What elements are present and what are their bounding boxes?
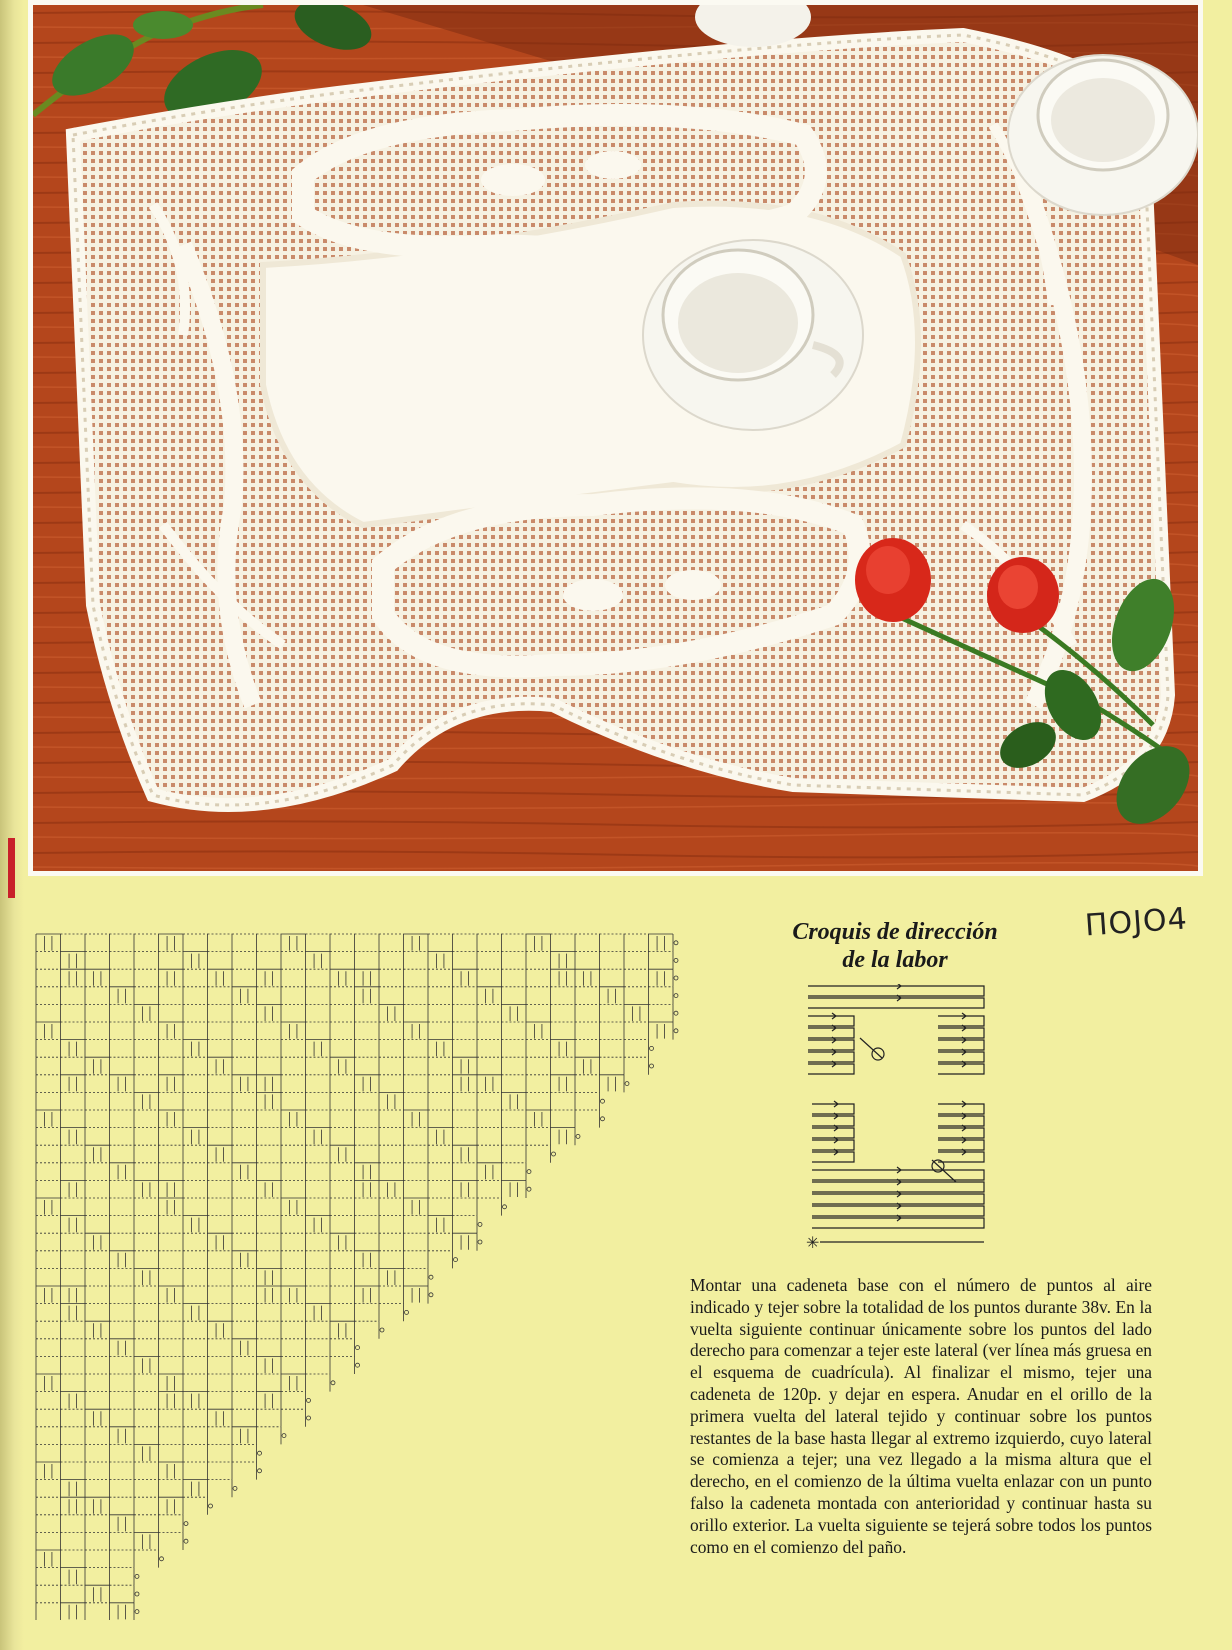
handwritten-note: ПОЈО4 (1083, 901, 1189, 944)
tablecloth (73, 35, 1168, 805)
sketch-title-line1: Croquis de dirección (792, 919, 998, 945)
instructions-text: Montar una cadeneta base con el número de puntos al aire indicado y tejer sobre la totalidad de los puntos durante 38v. En la vuelta siguiente continuar únicamente sobre los puntos del lado derecho para comenzar a tejer este lateral (ver línea más gruesa en el esquema de cuadrícula). Al finalizar el mismo, tejer una cadeneta de 120p. y dejar en espera. Anudar en el orillo de la primera vuelta del lateral tejido y continuar sobre los puntos restantes de la base hasta llegar al extremo izquierdo, cuyo lateral se comienza a tejer; una vez llegado a la misma altura que el derecho, en el comienzo de la última vuelta enlazar con un punto falso la cadeneta montada con anterioridad y continuar hasta su orillo exterior. La vuelta siguiente se tejerá sobre todos los puntos como en el comienzo del paño. (690, 1275, 1152, 1557)
sketch-title-line2: de la labor (842, 947, 948, 973)
work-direction-sketch (806, 984, 1026, 1254)
crossed-circle-icon (860, 1038, 956, 1182)
product-photo (28, 0, 1203, 876)
direction-diagram (806, 984, 1026, 1254)
page-binding (0, 0, 24, 1650)
start-asterisk-icon: ✳ (806, 1233, 820, 1252)
sketch-title (760, 918, 1030, 974)
spine-marker (8, 838, 15, 898)
filet-crochet-chart (34, 930, 686, 1620)
